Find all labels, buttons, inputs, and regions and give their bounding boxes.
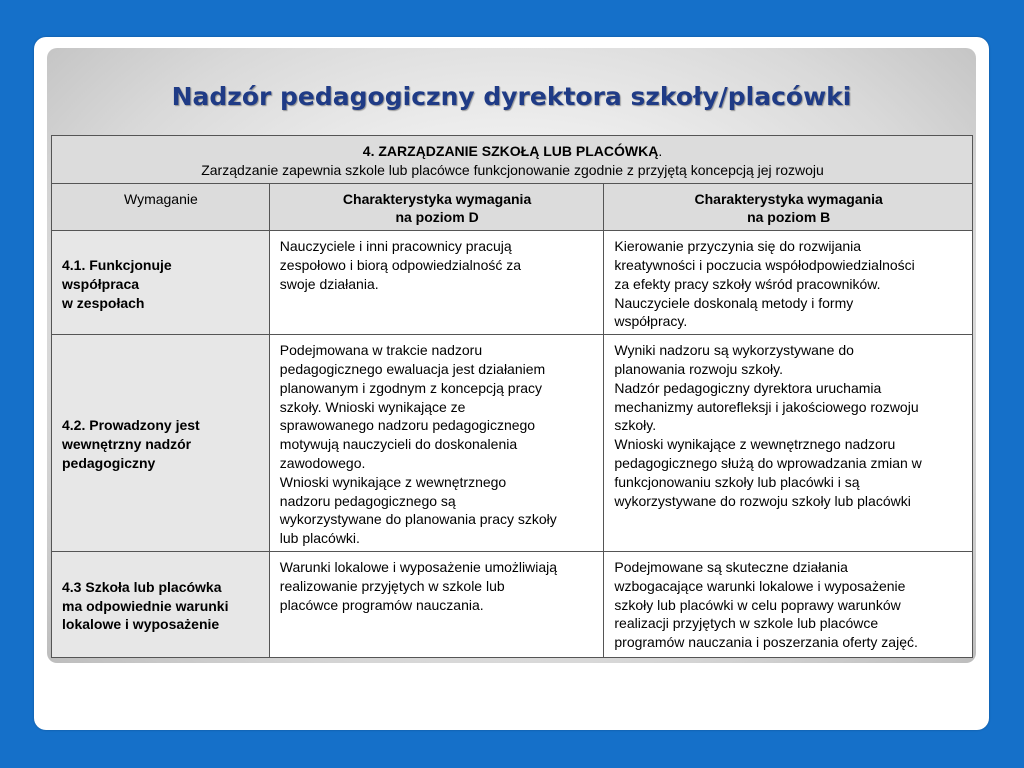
level-d-cell: Warunki lokalowe i wyposażenie umożliwiają realizowanie przyjętych w szkole lub placówce programów nauczania. [269, 551, 604, 657]
table-row [52, 335, 973, 552]
level-b-cell: Kierowanie przyczynia się do rozwijania kreatywności i poczucia współodpowiedzialności za efekty pracy szkoły wśród pracowników. Nauczyciele doskonalą metody i formy współpracy. [604, 231, 973, 335]
requirements-table [51, 135, 973, 658]
requirement-cell: 4.3 Szkoła lub placówka ma odpowiednie warunki lokalowe i wyposażenie [52, 551, 270, 657]
column-header-level-b: Charakterystyka wymagania na poziom B [604, 183, 973, 231]
table-header-row [52, 136, 973, 184]
table-header-cell [52, 136, 973, 184]
requirement-cell: 4.2. Prowadzony jest wewnętrzny nadzór pedagogiczny [52, 335, 270, 552]
table-row [52, 551, 973, 657]
standard-description: Zarządzanie zapewnia szkole lub placówce funkcjonowanie zgodnie z przyjętą koncepcją jej rozwoju [201, 161, 824, 178]
requirement-cell: 4.1. Funkcjonuje współpraca w zespołach [52, 231, 270, 335]
column-header-row [52, 183, 973, 231]
table-row [52, 231, 973, 335]
column-header-requirement: Wymaganie [52, 183, 270, 231]
level-b-cell: Podejmowane są skuteczne działania wzbogacające warunki lokalowe i wyposażenie szkoły lub placówki w celu poprawy warunków realizacji przyjętych w szkole lub placówce programów nauczania i poszerzania oferty zajęć. [604, 551, 973, 657]
level-b-cell: Wyniki nadzoru są wykorzystywane do planowania rozwoju szkoły. Nadzór pedagogiczny dyrektora uruchamia mechanizmy autorefleksji i jakościowego rozwoju szkoły. Wnioski wynikające z wewnętrznego nadzoru pedagogicznego służą do wprowadzania zmian w funkcjonowaniu szkoły lub placówki i są wykorzystywane do rozwoju szkoły lub placówki [604, 335, 973, 552]
standard-title-suffix: . [658, 143, 663, 159]
standard-title: 4. ZARZĄDZANIE SZKOŁĄ LUB PLACÓWKĄ [362, 143, 659, 159]
column-header-level-d: Charakterystyka wymagania na poziom D [269, 183, 604, 231]
slide-title: Nadzór pedagogiczny dyrektora szkoły/placówki [171, 82, 852, 111]
level-d-cell: Nauczyciele i inni pracownicy pracują zespołowo i biorą odpowiedzialność za swoje działania. [269, 231, 604, 335]
level-d-cell: Podejmowana w trakcie nadzoru pedagogicznego ewaluacja jest działaniem planowanym i zgodnym z koncepcją pracy szkoły. Wnioski wynikające ze sprawowanego nadzoru pedagogicznego motywują nauczycieli do doskonalenia zawodowego. Wnioski wynikające z wewnętrznego nadzoru pedagogicznego są wykorzystywane do planowania pracy szkoły lub placówki. [269, 335, 604, 552]
